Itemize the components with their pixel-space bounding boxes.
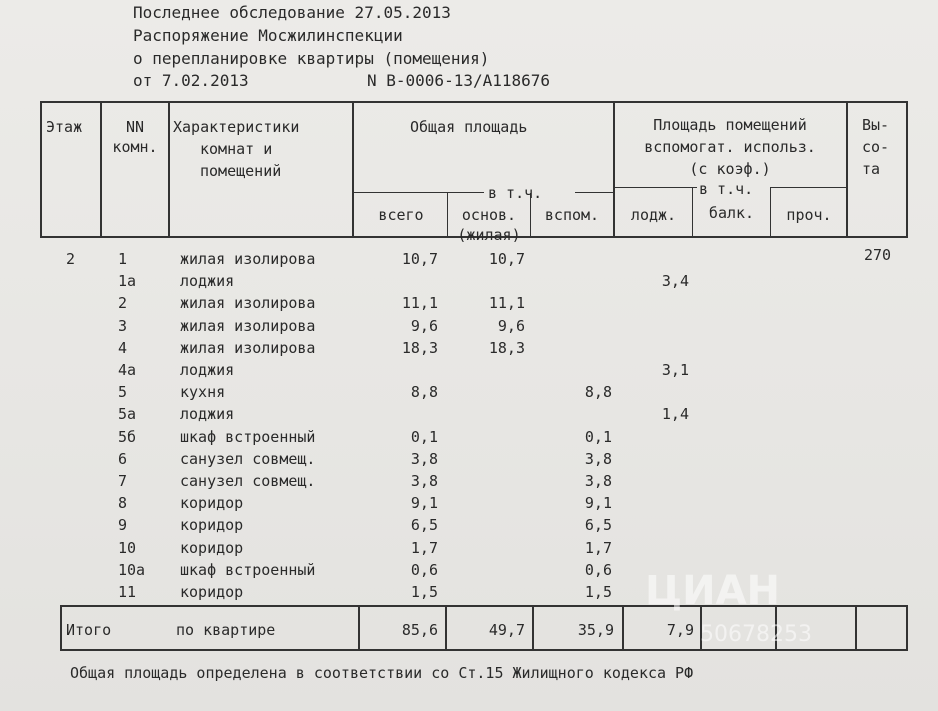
row-number: 1a (118, 272, 137, 290)
total-border (855, 605, 857, 651)
watermark-id: 50678253 (700, 622, 812, 647)
row-number: 4a (118, 361, 137, 379)
order-subject: о перепланировке квартиры (помещения) (133, 49, 490, 68)
row-aux-area: 0,1 (584, 428, 612, 446)
col-char-header: помещений (200, 162, 282, 180)
col-border (447, 193, 448, 236)
row-name: санузел совмещ. (180, 472, 316, 490)
row-aux-area: 3,8 (584, 472, 612, 490)
row-all-area: 11,1 (401, 294, 438, 312)
row-main-area: 11,1 (488, 294, 525, 312)
row-name: жилая изолирова (180, 339, 316, 357)
row-name: коридор (180, 516, 244, 534)
last-inspection: Последнее обследование 27.05.2013 (133, 3, 451, 22)
row-all-area: 3,8 (410, 472, 438, 490)
col-border (846, 101, 848, 238)
row-all-area: 8,8 (410, 383, 438, 401)
row-all-area: 9,1 (410, 494, 438, 512)
row-loggia-area: 3,4 (661, 272, 689, 290)
col-aux-area-header: Площадь помещений (653, 116, 807, 134)
order-title: Распоряжение Мосжилинспекции (133, 26, 403, 45)
row-name: лоджия (180, 272, 235, 290)
row-aux-area: 0,6 (584, 561, 612, 579)
row-all-area: 9,6 (410, 317, 438, 335)
col-border (906, 101, 908, 238)
row-name: лоджия (180, 405, 235, 423)
sub-line (575, 192, 613, 193)
row-name: жилая изолирова (180, 250, 316, 268)
col-border (100, 101, 102, 238)
col-incl-label: в т.ч. (488, 184, 543, 202)
row-aux-area: 8,8 (584, 383, 612, 401)
col-floor-header: Этаж (46, 118, 83, 136)
height-value: 270 (864, 246, 892, 264)
row-name: шкаф встроенный (180, 428, 316, 446)
row-main-area: 10,7 (488, 250, 525, 268)
total-bottom-border (60, 649, 908, 651)
col-loggia-header: лодж. (630, 206, 677, 224)
row-name: жилая изолирова (180, 317, 316, 335)
row-all-area: 18,3 (401, 339, 438, 357)
row-all-area: 3,8 (410, 450, 438, 468)
row-aux-area: 1,5 (584, 583, 612, 601)
col-nn-header: комн. (112, 138, 158, 156)
col-nn-header: NN (125, 118, 145, 136)
col-main-header: основ. (461, 206, 517, 224)
total-aux: 35,9 (577, 621, 614, 639)
total-border (906, 605, 908, 651)
row-aux-area: 1,7 (584, 539, 612, 557)
row-number: 2 (118, 294, 128, 312)
col-incl-label: в т.ч. (699, 180, 754, 198)
table-top-border (40, 101, 908, 103)
col-char-header: Характеристики (173, 118, 300, 136)
col-main-sub-header: (жилая) (457, 226, 521, 244)
row-number: 5 (118, 383, 128, 401)
row-loggia-area: 3,1 (661, 361, 689, 379)
row-name: санузел совмещ. (180, 450, 316, 468)
sub-line (770, 187, 846, 188)
row-all-area: 1,7 (410, 539, 438, 557)
row-number: 6 (118, 450, 128, 468)
row-number: 5б (118, 428, 137, 446)
row-name: кухня (180, 383, 226, 401)
footer-note: Общая площадь определена в соответствии со Ст.15 Жилищного кодекса РФ (70, 664, 694, 682)
row-number: 4 (118, 339, 128, 357)
row-aux-area: 3,8 (584, 450, 612, 468)
row-number: 3 (118, 317, 128, 335)
col-aux-area-header: (с коэф.) (689, 160, 771, 178)
col-border (692, 188, 693, 236)
row-all-area: 0,6 (410, 561, 438, 579)
row-all-area: 0,1 (410, 428, 438, 446)
watermark-logo: ЦИАН (645, 568, 781, 614)
row-all-area: 10,7 (401, 250, 438, 268)
row-number: 1 (118, 250, 128, 268)
row-number: 7 (118, 472, 128, 490)
col-height-header: со- (862, 138, 890, 156)
order-number: N B-0006-13/A118676 (367, 71, 551, 90)
col-border (168, 101, 170, 238)
col-border (40, 101, 42, 238)
sub-line (615, 187, 697, 188)
row-number: 11 (118, 583, 137, 601)
row-all-area: 6,5 (410, 516, 438, 534)
col-height-header: та (862, 160, 881, 178)
col-aux-header: вспом. (544, 206, 600, 224)
row-number: 9 (118, 516, 128, 534)
col-height-header: Вы- (862, 116, 890, 134)
sub-line (354, 192, 484, 193)
col-balcony-header: балк. (708, 204, 755, 222)
row-number: 10a (118, 561, 146, 579)
col-char-header: комнат и (200, 140, 273, 158)
row-number: 10 (118, 539, 137, 557)
col-aux-area-header: вспомогат. использ. (644, 138, 816, 156)
row-main-area: 9,6 (497, 317, 525, 335)
total-label-sub: по квартире (176, 621, 276, 639)
row-main-area: 18,3 (488, 339, 525, 357)
total-loggia: 7,9 (666, 621, 694, 639)
total-all: 85,6 (401, 621, 438, 639)
row-name: лоджия (180, 361, 235, 379)
row-number: 8 (118, 494, 128, 512)
row-number: 5a (118, 405, 137, 423)
col-total-area-header: Общая площадь (410, 118, 528, 136)
row-loggia-area: 1,4 (661, 405, 689, 423)
col-all-header: всего (378, 206, 424, 224)
total-main: 49,7 (488, 621, 525, 639)
row-aux-area: 9,1 (584, 494, 612, 512)
row-name: коридор (180, 583, 244, 601)
row-name: жилая изолирова (180, 294, 316, 312)
total-label: Итого (66, 621, 112, 639)
col-border (770, 188, 771, 236)
total-border (60, 605, 62, 651)
row-name: коридор (180, 494, 244, 512)
col-border (352, 101, 354, 238)
row-all-area: 1,5 (410, 583, 438, 601)
total-top-border (60, 605, 908, 607)
order-date: от 7.02.2013 (133, 71, 249, 90)
col-border (613, 101, 615, 238)
row-name: шкаф встроенный (180, 561, 316, 579)
row-aux-area: 6,5 (584, 516, 612, 534)
floor-value: 2 (66, 250, 76, 268)
col-other-header: проч. (786, 206, 832, 224)
row-name: коридор (180, 539, 244, 557)
